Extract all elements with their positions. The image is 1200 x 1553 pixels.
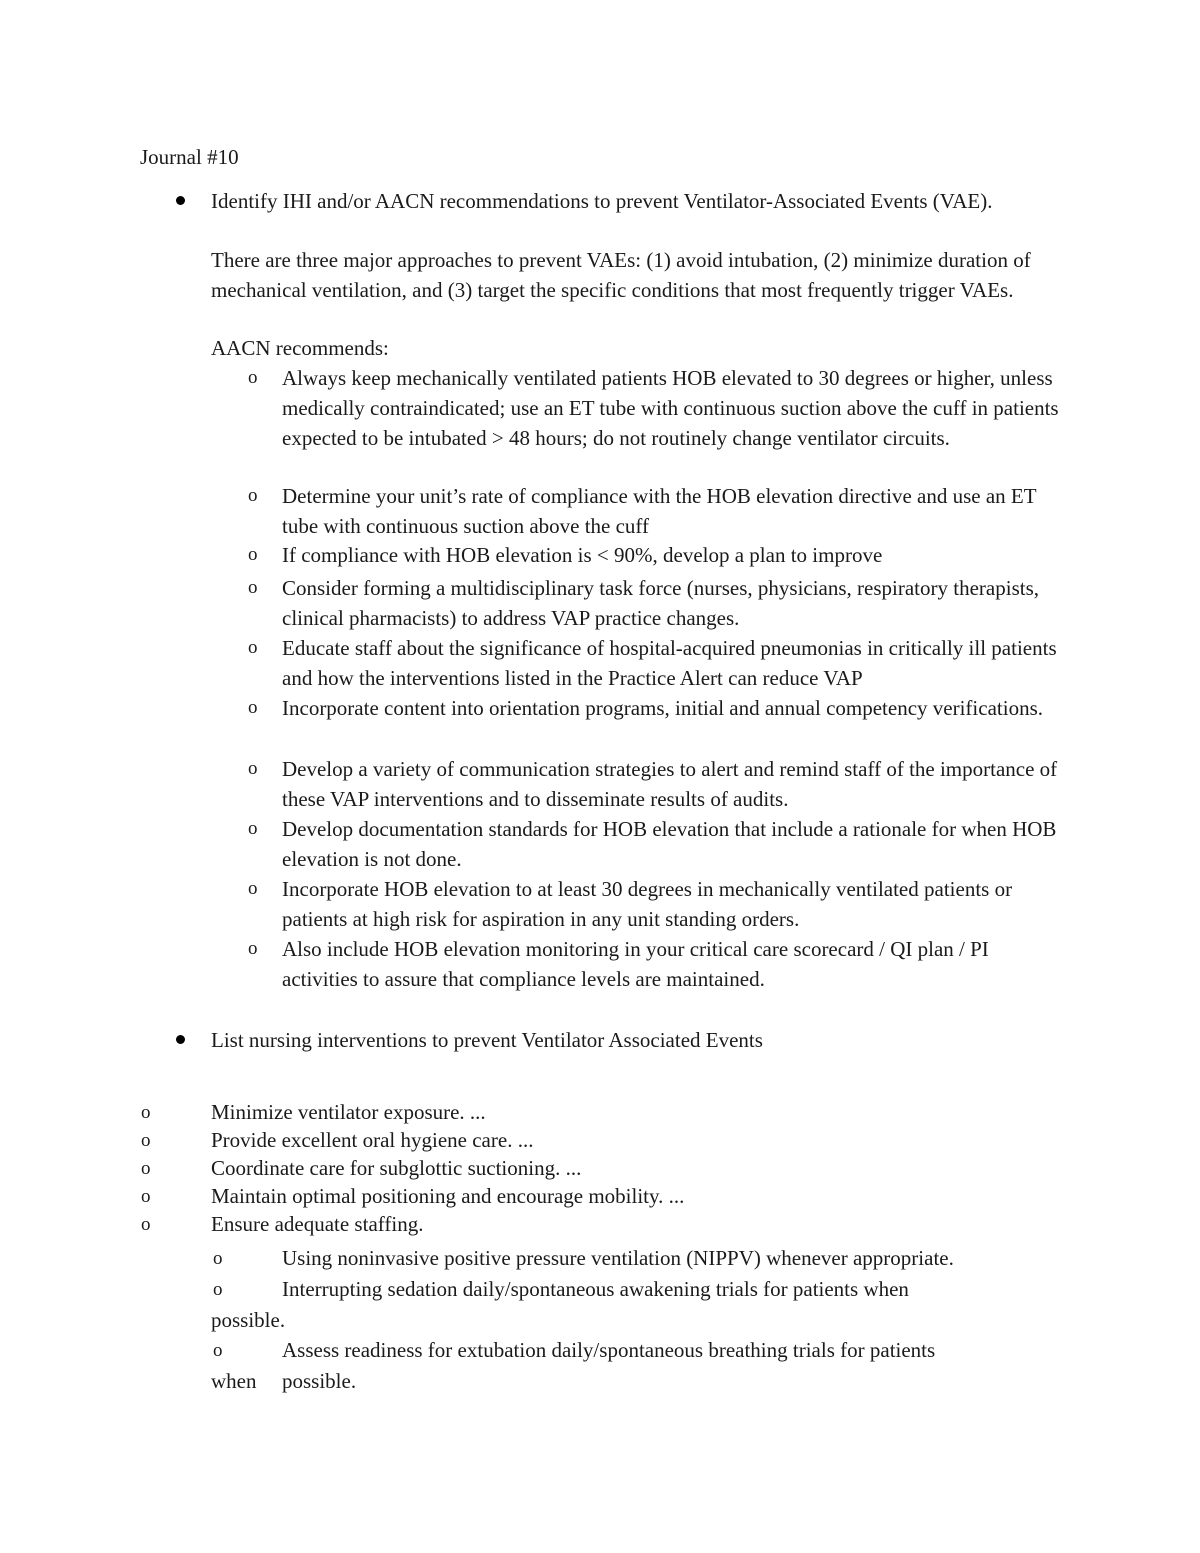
bullet-1-text: Identify IHI and/or AACN recommendations to prevent Ventilator-Associated Events (VAE). bbox=[211, 189, 993, 213]
outer-bullet-marker: o bbox=[141, 1102, 151, 1123]
bullet-2-text: List nursing interventions to prevent Ventilator Associated Events bbox=[211, 1028, 763, 1052]
aacn-item: Always keep mechanically ventilated patients HOB elevated to 30 degrees or higher, unless medically contraindicated; use an ET tube with continuous suction above the cuff in patients expected to be intubated > 48 hours; do not routinely change ventilator circuits. bbox=[282, 366, 1059, 450]
aacn-item: Determine your unit’s rate of compliance with the HOB elevation directive and use an ET tube with continuous suction above the cuff bbox=[282, 484, 1037, 538]
outer-bullet-marker: o bbox=[141, 1130, 151, 1151]
sub-bullet-marker: o bbox=[248, 544, 258, 565]
intervention-subitem-continuation: possible. bbox=[211, 1308, 286, 1332]
intervention-item: Coordinate care for subglottic suctioning. ... bbox=[211, 1156, 582, 1180]
sub-bullet-marker: o bbox=[248, 577, 258, 598]
sub-bullet-marker: o bbox=[248, 878, 258, 899]
intervention-subitem-continuation: possible. bbox=[282, 1369, 357, 1393]
bullet-dot-1 bbox=[176, 196, 185, 205]
intervention-item: Minimize ventilator exposure. ... bbox=[211, 1100, 486, 1124]
sub-bullet-marker: o bbox=[248, 485, 258, 506]
inner-bullet-marker: o bbox=[213, 1340, 223, 1361]
sub-bullet-marker: o bbox=[248, 818, 258, 839]
aacn-item: If compliance with HOB elevation is < 90%, develop a plan to improve bbox=[282, 543, 883, 567]
intervention-subitem: Assess readiness for extubation daily/spontaneous breathing trials for patients bbox=[282, 1338, 936, 1362]
aacn-item: Also include HOB elevation monitoring in your critical care scorecard / QI plan / PI activities to assure that compliance levels are maintained. bbox=[282, 937, 989, 991]
sub-bullet-marker: o bbox=[248, 758, 258, 779]
bullet-dot-2 bbox=[176, 1035, 185, 1044]
aacn-item: Educate staff about the significance of hospital-acquired pneumonias in critically ill patients and how the interventions listed in the Practice Alert can reduce VAP bbox=[282, 636, 1057, 690]
inner-bullet-marker: o bbox=[213, 1279, 223, 1300]
aacn-item: Incorporate HOB elevation to at least 30 degrees in mechanically ventilated patients or patients at high risk for aspiration in any unit standing orders. bbox=[282, 877, 1013, 931]
document-title: Journal #10 bbox=[140, 145, 239, 169]
intervention-item: Ensure adequate staffing. bbox=[211, 1212, 424, 1236]
intervention-subitem-continuation: when bbox=[211, 1369, 257, 1393]
sub-bullet-marker: o bbox=[248, 938, 258, 959]
intervention-subitem: Using noninvasive positive pressure ventilation (NIPPV) whenever appropriate. bbox=[282, 1246, 954, 1270]
aacn-item: Consider forming a multidisciplinary task force (nurses, physicians, respiratory therapists, clinical pharmacists) to address VAP practice changes. bbox=[282, 576, 1039, 630]
outer-bullet-marker: o bbox=[141, 1186, 151, 1207]
aacn-item: Develop a variety of communication strategies to alert and remind staff of the importance of these VAP interventions and to disseminate results of audits. bbox=[282, 757, 1058, 811]
aacn-item: Develop documentation standards for HOB elevation that include a rationale for when HOB elevation is not done. bbox=[282, 817, 1057, 871]
sub-bullet-marker: o bbox=[248, 367, 258, 388]
aacn-item: Incorporate content into orientation programs, initial and annual competency verifications. bbox=[282, 696, 1043, 720]
outer-bullet-marker: o bbox=[141, 1158, 151, 1179]
intervention-item: Provide excellent oral hygiene care. ... bbox=[211, 1128, 534, 1152]
sub-bullet-marker: o bbox=[248, 637, 258, 658]
outer-bullet-marker: o bbox=[141, 1214, 151, 1235]
intervention-subitem: Interrupting sedation daily/spontaneous awakening trials for patients when bbox=[282, 1277, 909, 1301]
intervention-item: Maintain optimal positioning and encourage mobility. ... bbox=[211, 1184, 685, 1208]
inner-bullet-marker: o bbox=[213, 1248, 223, 1269]
bullet-1-aacn-label: AACN recommends: bbox=[211, 336, 389, 360]
sub-bullet-marker: o bbox=[248, 697, 258, 718]
bullet-1-paragraph: There are three major approaches to prevent VAEs: (1) avoid intubation, (2) minimize duration of mechanical ventilation, and (3) target the specific conditions that most frequently trigger VAEs. bbox=[211, 248, 1031, 302]
